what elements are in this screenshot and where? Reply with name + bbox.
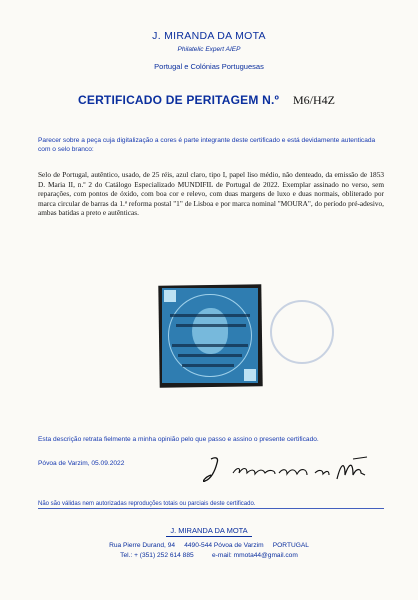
intro-text: Parecer sobre a peça cuja digitalização a cores é parte integrante deste certificado e está devidamente autenticada com o selo branco: [38, 137, 376, 153]
place-and-date: Póvoa de Varzim, 05.09.2022 [38, 460, 125, 467]
expert-title: Philatelic Expert AIEP [177, 46, 241, 53]
stamp-description: Selo de Portugal, autêntico, usado, de 25 réis, azul claro, tipo I, papel liso médio, não denteado, da emissão de 1853 D. Maria II, n.º 2 do Catálogo Especializado MUNDIFIL de Portugal de 2022. Exemplar assinado no verso, sem reparações, com pontos de óxido, com boa cor e relevo, com duas margens de luxo e duas normais, obliterado por marca circular de barras da 1.ª reforma postal "1" de Lisboa e por marca nominal "MOURA", do período pré-adesivo, ambas batidas a preto e autênticas. [38, 170, 384, 218]
footer [0, 526, 418, 561]
footer-address: Rua Pierre Durand, 94 4490-544 Póvoa de Varzim PORTUGAL [109, 542, 309, 549]
embossed-seal [270, 300, 334, 364]
closing-statement: Esta descrição retrata fielmente a minha opinião pelo que passo e assino o presente certificado. [38, 436, 319, 443]
certificate-title: CERTIFICADO DE PERITAGEM N.º [78, 93, 280, 107]
reproduction-notice: Não são válidas nem autorizadas reproduções totais ou parciais deste certificado. [38, 501, 259, 507]
signature-icon [203, 453, 378, 485]
stamp-icon [158, 283, 262, 387]
certificate-number: M6/H4Z [293, 93, 335, 107]
expert-name: J. MIRANDA DA MOTA [152, 30, 266, 42]
letterhead [0, 30, 418, 71]
expert-region: Portugal e Colónias Portuguesas [154, 62, 264, 71]
footer-name: J. MIRANDA DA MOTA [170, 526, 248, 535]
divider [38, 508, 384, 509]
footer-contact: Tel.: + (351) 252 614 885 e-mail: mmota44@gmail.com [120, 552, 298, 559]
stamp-image [162, 288, 258, 383]
